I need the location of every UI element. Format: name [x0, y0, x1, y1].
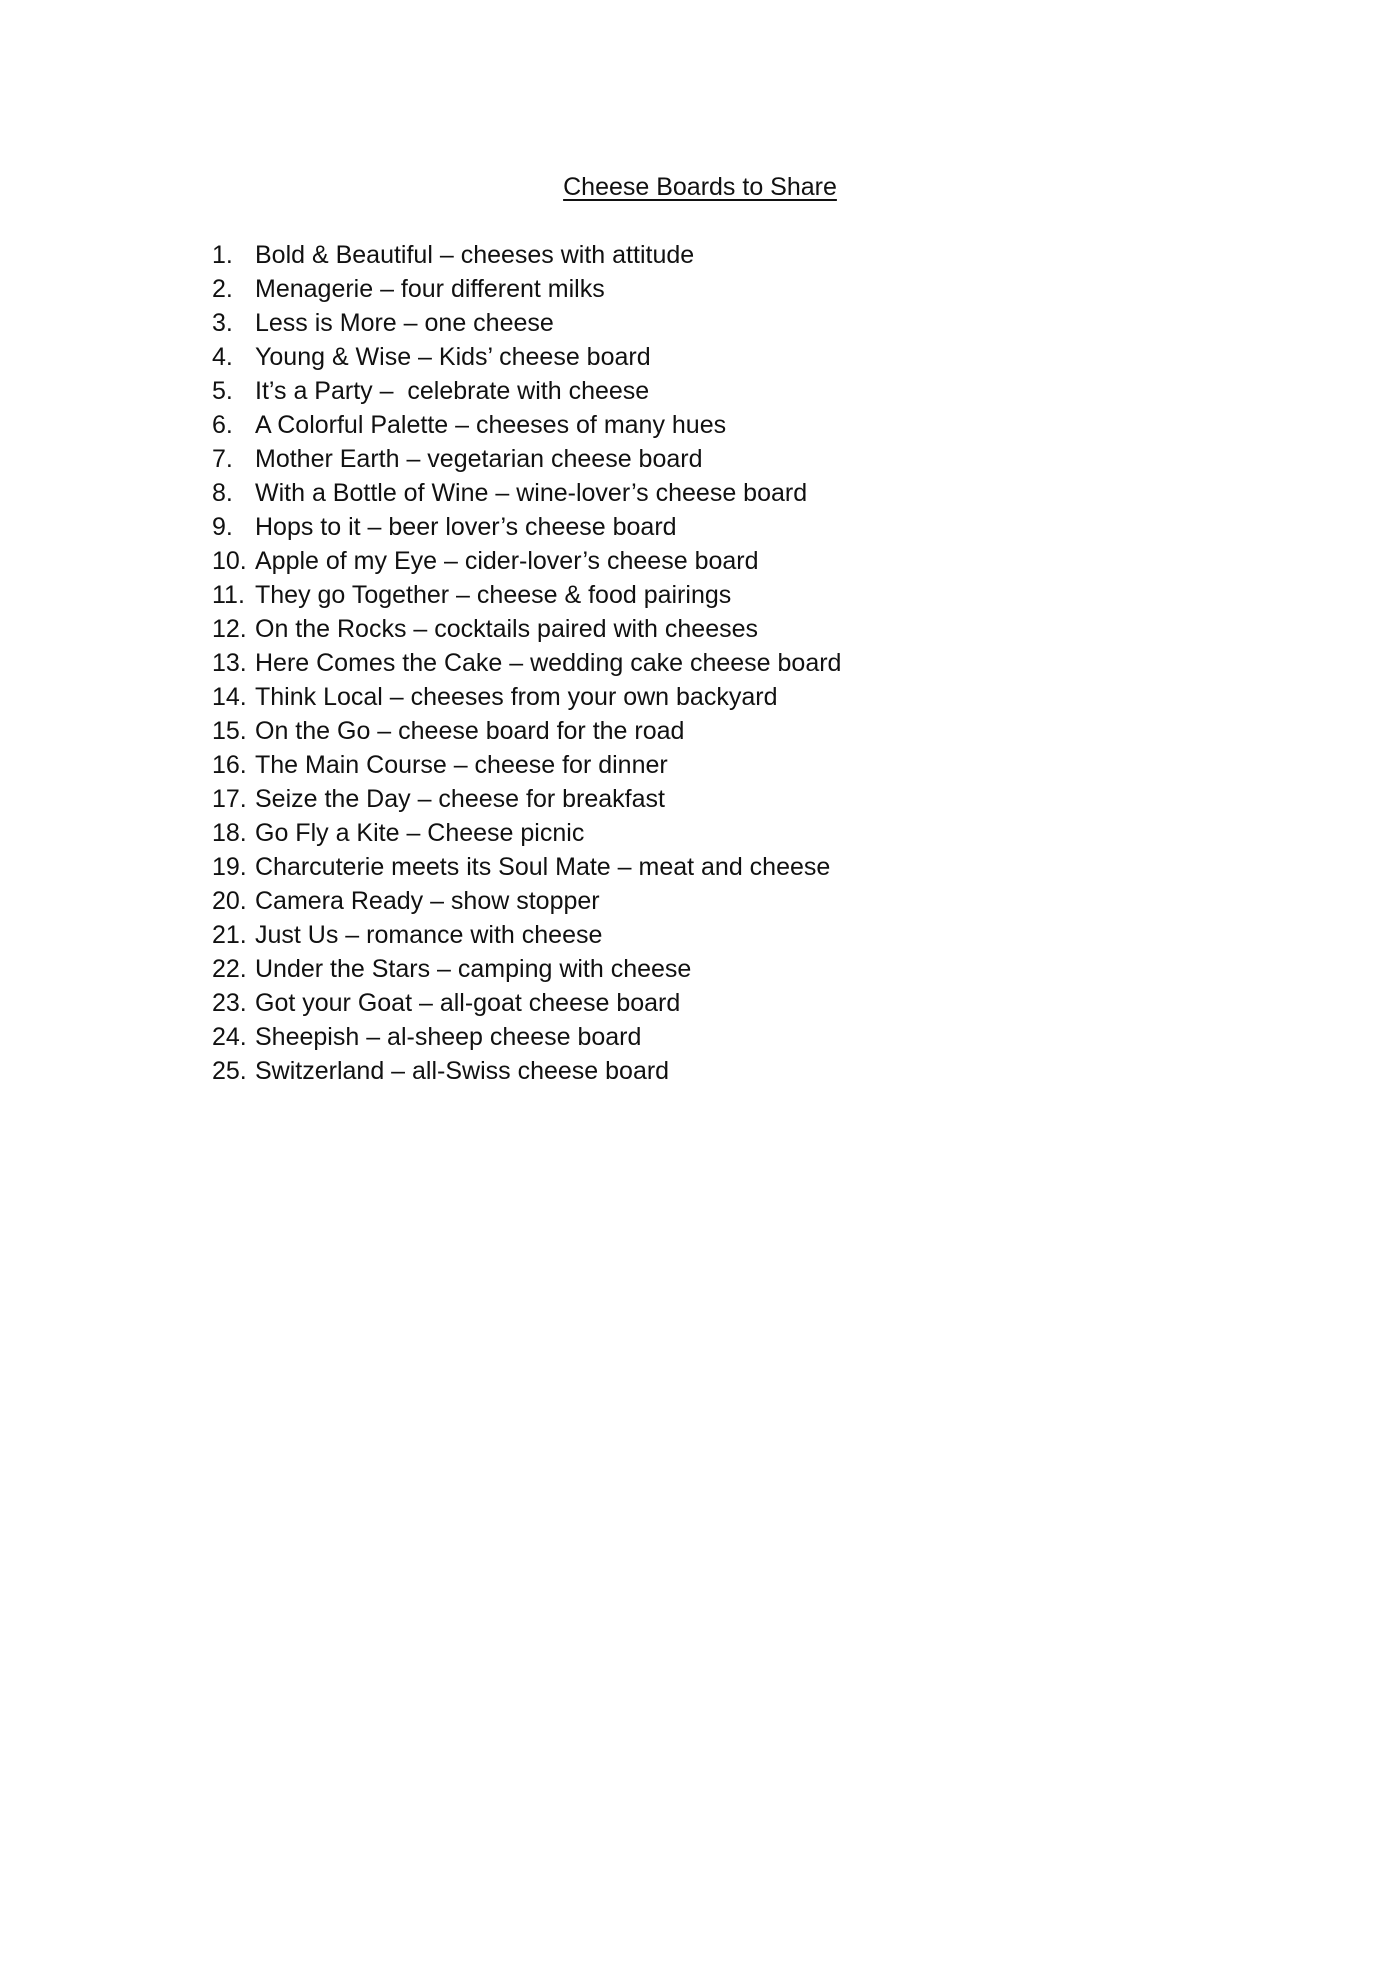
list-item — [212, 408, 841, 442]
item-text: Menagerie – four different milks — [255, 275, 605, 303]
list-item — [212, 442, 841, 476]
item-text: Just Us – romance with cheese — [255, 921, 603, 949]
list-item — [212, 306, 841, 340]
list-item — [212, 476, 841, 510]
list-item — [212, 1020, 841, 1054]
list-item — [212, 884, 841, 918]
item-number: 25. — [212, 1057, 247, 1085]
page-title: Cheese Boards to Share — [563, 173, 837, 201]
list-item — [212, 850, 841, 884]
item-text: Less is More – one cheese — [255, 309, 554, 337]
item-number: 21. — [212, 921, 247, 949]
list-item — [212, 340, 841, 374]
item-number: 22. — [212, 955, 247, 983]
item-text: Switzerland – all-Swiss cheese board — [255, 1057, 670, 1085]
item-number: 15. — [212, 717, 247, 745]
list-item — [212, 646, 841, 680]
item-number: 4. — [212, 343, 233, 371]
list-item — [212, 612, 841, 646]
item-number: 1. — [212, 241, 233, 269]
item-number: 14. — [212, 683, 247, 711]
item-text: Under the Stars – camping with cheese — [255, 955, 692, 983]
item-text: Go Fly a Kite – Cheese picnic — [255, 819, 585, 847]
item-text: The Main Course – cheese for dinner — [255, 751, 668, 779]
item-number: 5. — [212, 377, 233, 405]
list-item — [212, 1054, 841, 1088]
item-number: 19. — [212, 853, 247, 881]
item-text: Here Comes the Cake – wedding cake cheese board — [255, 649, 842, 677]
item-number: 13. — [212, 649, 247, 677]
list-item — [212, 680, 841, 714]
item-number: 11. — [212, 581, 245, 609]
item-text: They go Together – cheese & food pairings — [255, 581, 732, 609]
item-text: It’s a Party – celebrate with cheese — [255, 377, 650, 405]
item-text: With a Bottle of Wine – wine-lover’s cheese board — [255, 479, 808, 507]
item-text: Seize the Day – cheese for breakfast — [255, 785, 665, 813]
item-number: 24. — [212, 1023, 247, 1051]
item-number: 18. — [212, 819, 247, 847]
list-item — [212, 816, 841, 850]
item-number: 20. — [212, 887, 247, 915]
item-text: Camera Ready – show stopper — [255, 887, 600, 915]
item-text: Apple of my Eye – cider-lover’s cheese board — [255, 547, 759, 575]
item-text: Sheepish – al-sheep cheese board — [255, 1023, 642, 1051]
cheese-board-list — [212, 238, 841, 1088]
item-number: 10. — [212, 547, 247, 575]
item-text: Bold & Beautiful – cheeses with attitude — [255, 241, 695, 269]
list-item — [212, 918, 841, 952]
item-text: Think Local – cheeses from your own backyard — [255, 683, 778, 711]
list-item — [212, 748, 841, 782]
list-item — [212, 782, 841, 816]
item-number: 2. — [212, 275, 233, 303]
item-number: 16. — [212, 751, 247, 779]
list-item — [212, 510, 841, 544]
list-item — [212, 714, 841, 748]
list-item — [212, 272, 841, 306]
list-item — [212, 238, 841, 272]
item-text: On the Rocks – cocktails paired with cheeses — [255, 615, 759, 643]
item-text: Mother Earth – vegetarian cheese board — [255, 445, 703, 473]
list-item — [212, 952, 841, 986]
item-text: Got your Goat – all-goat cheese board — [255, 989, 681, 1017]
list-item — [212, 578, 841, 612]
item-number: 8. — [212, 479, 233, 507]
item-text: Young & Wise – Kids’ cheese board — [255, 343, 651, 371]
list-item — [212, 374, 841, 408]
item-number: 17. — [212, 785, 247, 813]
item-text: Hops to it – beer lover’s cheese board — [255, 513, 677, 541]
item-text: Charcuterie meets its Soul Mate – meat and cheese — [255, 853, 831, 881]
item-number: 23. — [212, 989, 247, 1017]
item-number: 7. — [212, 445, 233, 473]
item-number: 12. — [212, 615, 247, 643]
item-text: On the Go – cheese board for the road — [255, 717, 685, 745]
list-item — [212, 986, 841, 1020]
list-item — [212, 544, 841, 578]
item-number: 3. — [212, 309, 233, 337]
item-number: 9. — [212, 513, 233, 541]
item-text: A Colorful Palette – cheeses of many hues — [255, 411, 727, 439]
item-number: 6. — [212, 411, 233, 439]
